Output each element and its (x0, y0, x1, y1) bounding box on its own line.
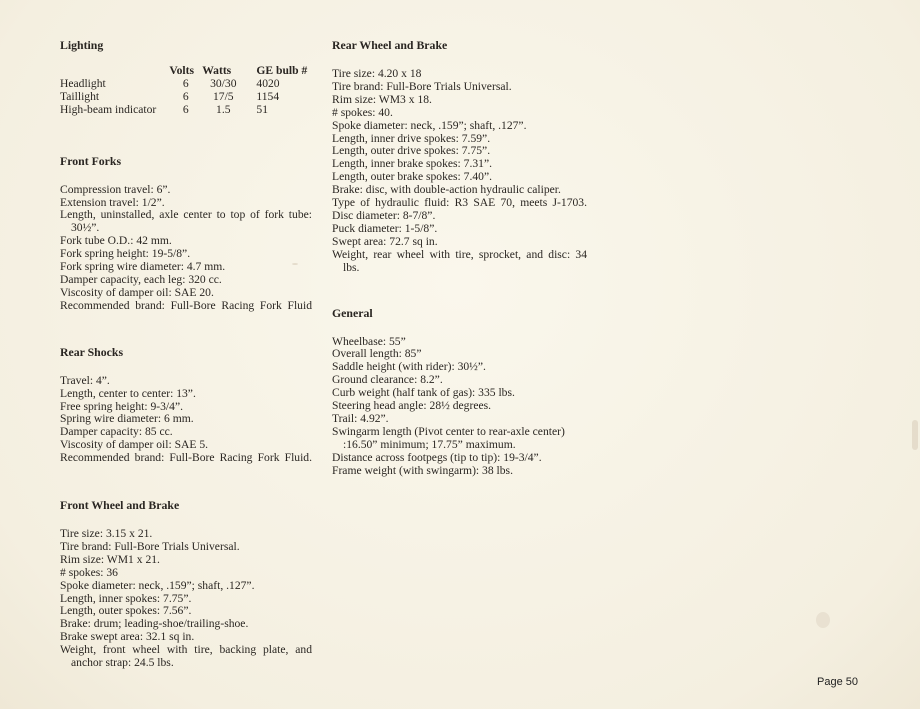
lamp-volts: 6 (182, 102, 189, 116)
spec-line: Rim size: WM1 x 21. (60, 552, 160, 566)
lighting-blank-header (60, 65, 169, 78)
spec-line: Length, inner brake spokes: 7.31”. (332, 157, 493, 171)
general-specs (332, 336, 587, 478)
spec-line: Recommended brand: Full-Bore Racing Fork Fluid. (60, 451, 312, 465)
spec-line: Swingarm length (Pivot center to rear-axle center) (332, 424, 565, 438)
front-wheel-specs (60, 528, 312, 670)
spec-line: Viscosity of damper oil: SAE 20. (60, 285, 214, 299)
spec-line: Weight, front wheel with tire, backing plate, and (60, 643, 312, 657)
front-forks-heading: Front Forks (60, 153, 122, 168)
lamp-bulb: 51 (256, 102, 268, 116)
watts-header: Watts (202, 64, 232, 77)
lamp-watts: 1.5 (216, 102, 231, 116)
left-column (60, 38, 312, 670)
spec-line: Weight, rear wheel with tire, sprocket, and disc: 34 (332, 247, 587, 261)
spec-line: Fork spring height: 19-5/8”. (60, 247, 191, 261)
spec-line: Rim size: WM3 x 18. (332, 92, 432, 106)
spec-line: Overall length: 85” (332, 347, 422, 361)
spec-line: Travel: 4”. (60, 373, 110, 387)
lamp-watts: 30/30 (210, 76, 237, 90)
spec-line-continued: :16.50” minimum; 17.75” maximum. (343, 437, 516, 451)
paper-speck (292, 263, 298, 265)
spec-line: Brake: drum; leading-shoe/trailing-shoe. (60, 617, 249, 631)
spec-line: Length, inner spokes: 7.75”. (60, 591, 192, 605)
rear-shocks-section (60, 345, 312, 465)
spec-line: Length, uninstalled, axle center to top of fork tube: (60, 208, 312, 222)
rear-wheel-heading: Rear Wheel and Brake (332, 38, 448, 52)
spec-line: Length, inner drive spokes: 7.59”. (332, 131, 491, 145)
paper-speck (816, 612, 830, 628)
spec-line: Damper capacity, each leg: 320 cc. (60, 272, 222, 286)
lamp-watts: 17/5 (212, 89, 234, 103)
spec-line: Distance across footpegs (tip to tip): 19-3/4”. (332, 450, 542, 464)
spec-line: # spokes: 36 (60, 565, 118, 579)
spec-line: Type of hydraulic fluid: R3 SAE 70, meets J-1703. (332, 196, 587, 210)
lamp-bulb: 1154 (256, 89, 280, 103)
spec-line: Frame weight (with swingarm): 38 lbs. (332, 463, 513, 477)
rear-shocks-heading: Rear Shocks (60, 344, 124, 359)
right-column (332, 38, 587, 477)
spec-line: Trail: 4.92”. (332, 411, 389, 425)
table-row (60, 78, 312, 91)
general-section (332, 306, 587, 478)
spec-line: Tire brand: Full-Bore Trials Universal. (332, 79, 512, 93)
front-forks-specs (60, 184, 312, 313)
spec-line: Ground clearance: 8.2”. (332, 373, 443, 387)
general-heading: General (332, 305, 373, 320)
spec-line: Damper capacity: 85 cc. (60, 425, 173, 439)
lamp-name: High-beam indicator (60, 102, 157, 116)
lamp-volts: 6 (182, 89, 189, 103)
spec-line: Spoke diameter: neck, .159”; shaft, .127”. (332, 118, 527, 132)
rear-shocks-specs (60, 375, 312, 465)
spec-line: Tire brand: Full-Bore Trials Universal. (60, 539, 240, 553)
rear-wheel-specs (332, 68, 587, 275)
lighting-heading: Lighting (60, 38, 104, 52)
lighting-section (60, 38, 312, 117)
spec-line: Extension travel: 1/2”. (60, 195, 165, 209)
spec-line: Swept area: 72.7 sq in. (332, 234, 438, 248)
spec-line: Tire size: 3.15 x 21. (60, 527, 153, 541)
front-wheel-section (60, 498, 312, 670)
spec-line: Steering head angle: 28½ degrees. (332, 399, 492, 413)
spec-line: Brake swept area: 32.1 sq in. (60, 630, 195, 644)
spec-line: Length, outer drive spokes: 7.75”. (332, 144, 491, 158)
lighting-header-row (60, 65, 312, 78)
spec-line: Puck diameter: 1-5/8”. (332, 221, 438, 235)
spec-line: Free spring height: 9-3/4”. (60, 399, 183, 413)
spec-line: Saddle height (with rider): 30½”. (332, 360, 486, 374)
front-wheel-heading: Front Wheel and Brake (60, 498, 180, 513)
spec-line-continued: 30½”. (71, 221, 100, 235)
spec-line: Disc diameter: 8-7/8”. (332, 208, 436, 222)
lamp-volts: 6 (182, 76, 189, 90)
lamp-name: Taillight (60, 89, 100, 103)
lamp-bulb: 4020 (256, 76, 280, 90)
table-row (60, 104, 312, 117)
rear-wheel-section (332, 38, 587, 275)
spec-line: Recommended brand: Full-Bore Racing Fork Fluid (60, 298, 312, 312)
spec-line-continued: anchor strap: 24.5 lbs. (71, 656, 174, 670)
spec-line: Spring wire diameter: 6 mm. (60, 412, 194, 426)
spec-line: Viscosity of damper oil: SAE 5. (60, 438, 209, 452)
spec-line: Tire size: 4.20 x 18 (332, 67, 422, 80)
table-row (60, 91, 312, 104)
volts-header: Volts (169, 64, 195, 77)
ge-bulb-header: GE bulb # (256, 64, 308, 77)
spec-line: Fork spring wire diameter: 4.7 mm. (60, 260, 226, 274)
spec-line: Length, outer spokes: 7.56”. (60, 604, 192, 618)
spec-line: Fork tube O.D.: 42 mm. (60, 234, 172, 248)
spec-line: Compression travel: 6”. (60, 182, 171, 196)
page-number: Page 50 (817, 676, 858, 688)
spec-line: Wheelbase: 55” (332, 334, 406, 348)
lamp-name: Headlight (60, 76, 106, 90)
spec-line-continued: lbs. (343, 260, 360, 274)
spec-line: # spokes: 40. (332, 105, 393, 119)
spec-line: Length, outer brake spokes: 7.40”. (332, 170, 493, 184)
spec-line: Spoke diameter: neck, .159”; shaft, .127”. (60, 578, 255, 592)
spec-line: Brake: disc, with double-action hydraulic caliper. (332, 183, 561, 197)
spec-line: Length, center to center: 13”. (60, 386, 196, 400)
front-forks-section (60, 154, 312, 313)
lighting-table (60, 65, 312, 117)
paper-speck (912, 420, 918, 450)
spec-line: Curb weight (half tank of gas): 335 lbs. (332, 386, 515, 400)
